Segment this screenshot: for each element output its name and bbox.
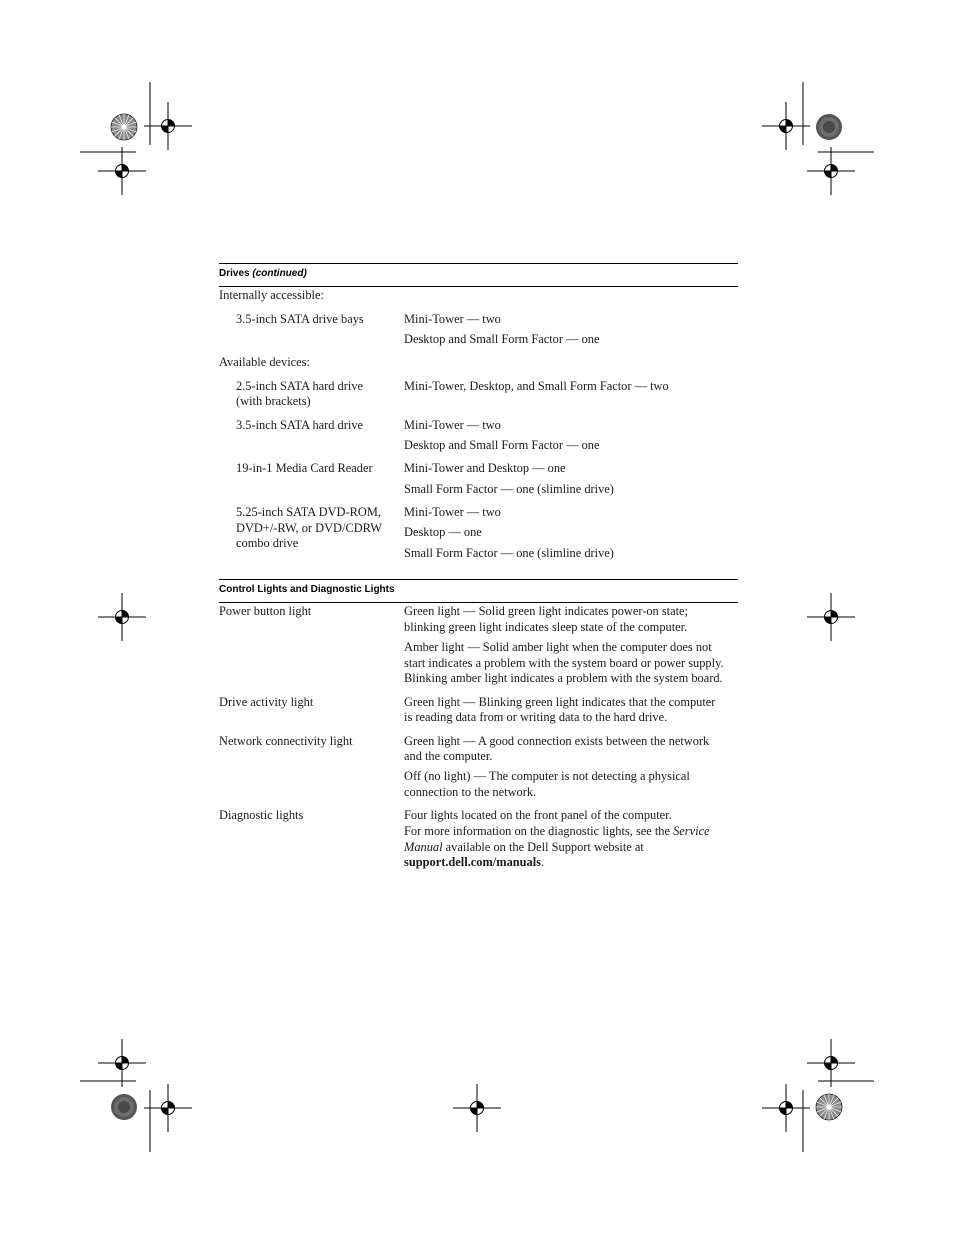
network-green-text: and the computer. — [404, 749, 493, 763]
power-amber-text: Amber light — Solid amber light when the computer does not — [404, 640, 712, 654]
diagnostic-lights-text — [404, 855, 544, 871]
power-button-light-label: Power button light — [219, 604, 312, 618]
diagnostic-lights-label: Diagnostic lights — [219, 808, 304, 822]
diagnostic-lights-text: Four lights located on the front panel of the computer. — [404, 808, 672, 822]
drive-bays-value: Desktop and Small Form Factor — one — [404, 332, 600, 346]
drive-activity-text: Green light — Blinking green light indicates that the computer — [404, 695, 716, 709]
diagnostic-lights-text-part: available on the Dell Support website at — [442, 840, 644, 854]
support-url: support.dell.com/manuals — [404, 855, 542, 869]
gray-target-icon — [816, 114, 842, 140]
section-heading-rule — [219, 602, 738, 603]
drives-heading-title: Drives — [219, 268, 250, 279]
internally-accessible-label: Internally accessible: — [219, 288, 324, 302]
service-manual-title: Service — [673, 824, 710, 838]
registration-mark-icon — [807, 1039, 855, 1087]
drives-heading-continued: (continued) — [252, 268, 307, 279]
power-green-text: blinking green light indicates sleep state of the computer. — [404, 620, 688, 634]
diagnostic-lights-period: . — [541, 855, 545, 869]
network-off-text: connection to the network. — [404, 785, 537, 799]
optical-drive-value: Desktop — one — [404, 525, 482, 539]
section-heading-rule — [219, 286, 738, 287]
drives-section-heading — [219, 263, 738, 279]
drive-bays-value: Mini-Tower — two — [404, 312, 501, 326]
registration-mark-icon — [453, 1084, 501, 1132]
drive-activity-light-label: Drive activity light — [219, 695, 314, 709]
optical-drive-label: DVD+/-RW, or DVD/CDRW — [236, 521, 382, 535]
diagnostic-lights-text-part: For more information on the diagnostic lights, see the — [404, 824, 674, 838]
registration-mark-icon — [98, 147, 146, 195]
lights-section-heading: Control Lights and Diagnostic Lights — [219, 584, 395, 595]
hdd-35-value: Mini-Tower — two — [404, 418, 501, 432]
optical-drive-label: 5.25-inch SATA DVD-ROM, — [236, 505, 381, 519]
card-reader-label: 19-in-1 Media Card Reader — [236, 461, 373, 475]
optical-drive-value: Small Form Factor — one (slimline drive) — [404, 546, 614, 560]
hdd-25-label: 2.5-inch SATA hard drive — [236, 379, 364, 393]
registration-mark-icon — [807, 147, 855, 195]
registration-mark-icon — [98, 1039, 146, 1087]
network-off-text: Off (no light) — The computer is not detecting a physical — [404, 769, 690, 783]
registration-mark-icon — [144, 1084, 192, 1132]
star-target-icon — [111, 114, 137, 140]
hdd-35-value: Desktop and Small Form Factor — one — [404, 438, 600, 452]
diagnostic-lights-text — [404, 824, 710, 840]
gray-target-icon — [111, 1094, 137, 1120]
drive-bays-label: 3.5-inch SATA drive bays — [236, 312, 364, 326]
available-devices-label: Available devices: — [219, 355, 310, 369]
hdd-25-label: (with brackets) — [236, 394, 311, 408]
star-target-icon — [816, 1094, 842, 1120]
optical-drive-value: Mini-Tower — two — [404, 505, 501, 519]
network-green-text: Green light — A good connection exists between the network — [404, 734, 710, 748]
power-amber-text: Blinking amber light indicates a problem with the system board. — [404, 671, 723, 685]
service-manual-title: Manual — [404, 840, 443, 854]
card-reader-value: Mini-Tower and Desktop — one — [404, 461, 566, 475]
power-amber-text: start indicates a problem with the system board or power supply. — [404, 656, 724, 670]
power-green-text: Green light — Solid green light indicates power-on state; — [404, 604, 688, 618]
registration-mark-icon — [144, 102, 192, 150]
hdd-35-label: 3.5-inch SATA hard drive — [236, 418, 364, 432]
hdd-25-value: Mini-Tower, Desktop, and Small Form Factor — two — [404, 379, 669, 393]
optical-drive-label: combo drive — [236, 536, 299, 550]
card-reader-value: Small Form Factor — one (slimline drive) — [404, 482, 614, 496]
drive-activity-text: is reading data from or writing data to the hard drive. — [404, 710, 668, 724]
registration-mark-icon — [807, 593, 855, 641]
diagnostic-lights-text — [404, 840, 644, 856]
registration-mark-icon — [98, 593, 146, 641]
network-light-label: Network connectivity light — [219, 734, 353, 748]
